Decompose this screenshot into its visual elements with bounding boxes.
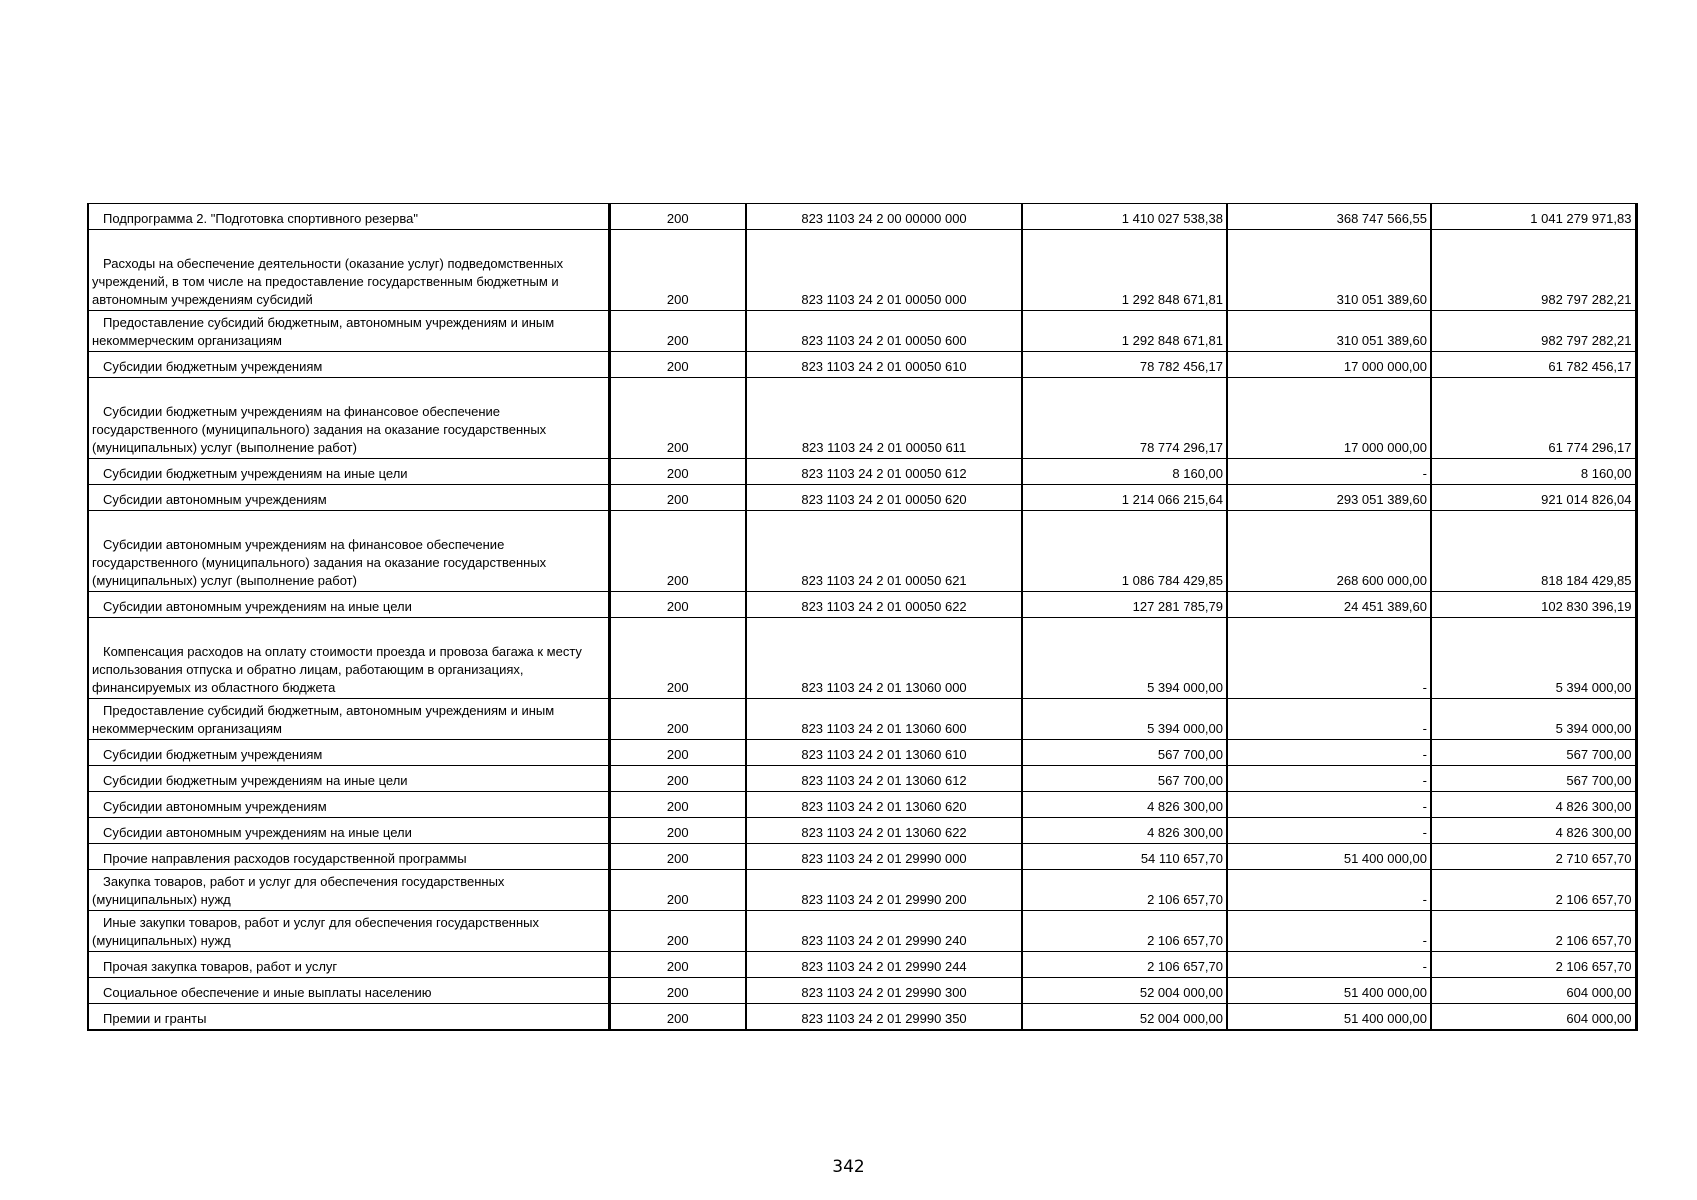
row-unexecuted: 2 106 657,70 <box>1431 911 1636 952</box>
table-row <box>88 844 1636 870</box>
row-code: 200 <box>609 699 746 740</box>
row-approved: 52 004 000,00 <box>1022 1004 1227 1030</box>
row-code: 200 <box>609 511 746 592</box>
table-row <box>88 699 1636 740</box>
row-executed: 51 400 000,00 <box>1227 844 1431 870</box>
row-code: 200 <box>609 459 746 485</box>
row-code: 200 <box>609 352 746 378</box>
row-unexecuted: 604 000,00 <box>1431 1004 1636 1030</box>
row-code: 200 <box>609 592 746 618</box>
table-row <box>88 1004 1636 1030</box>
row-executed: - <box>1227 740 1431 766</box>
row-approved: 1 292 848 671,81 <box>1022 230 1227 311</box>
row-name <box>88 485 609 511</box>
row-unexecuted: 61 782 456,17 <box>1431 352 1636 378</box>
row-name <box>88 618 609 699</box>
row-approved: 4 826 300,00 <box>1022 818 1227 844</box>
row-unexecuted: 4 826 300,00 <box>1431 792 1636 818</box>
row-approved: 1 214 066 215,64 <box>1022 485 1227 511</box>
row-classifier: 823 1103 24 2 01 29990 000 <box>746 844 1022 870</box>
row-approved: 567 700,00 <box>1022 766 1227 792</box>
page-number: 342 <box>832 1157 865 1177</box>
row-executed: - <box>1227 952 1431 978</box>
row-code: 200 <box>609 230 746 311</box>
row-name-text: Субсидии автономным учреждениям на финансовое обеспечение государственного (муниципального) задания на оказание государственных (муниципальных) услуг (выполнение работ) <box>92 537 547 588</box>
row-name-text: Субсидии бюджетным учреждениям на иные цели <box>103 466 408 481</box>
row-name-text: Предоставление субсидий бюджетным, автономным учреждениям и иным некоммерческим организациям <box>92 703 555 736</box>
row-classifier: 823 1103 24 2 01 00050 600 <box>746 311 1022 352</box>
row-executed: - <box>1227 818 1431 844</box>
row-classifier: 823 1103 24 2 01 29990 240 <box>746 911 1022 952</box>
row-name <box>88 311 609 352</box>
row-name-text: Расходы на обеспечение деятельности (оказание услуг) подведомственных учреждений, в том числе на предоставление государственным бюджетным и автономным учреждениям субсидий <box>92 256 564 307</box>
row-classifier: 823 1103 24 2 01 13060 620 <box>746 792 1022 818</box>
row-name <box>88 818 609 844</box>
row-classifier: 823 1103 24 2 01 00050 620 <box>746 485 1022 511</box>
row-approved: 78 782 456,17 <box>1022 352 1227 378</box>
row-approved: 1 410 027 538,38 <box>1022 204 1227 230</box>
row-unexecuted: 4 826 300,00 <box>1431 818 1636 844</box>
row-name-text: Субсидии бюджетным учреждениям на финансовое обеспечение государственного (муниципального) задания на оказание государственных (муниципальных) услуг (выполнение работ) <box>92 404 547 455</box>
table-row <box>88 952 1636 978</box>
budget-table <box>87 203 1638 1031</box>
row-approved: 2 106 657,70 <box>1022 870 1227 911</box>
row-approved: 1 086 784 429,85 <box>1022 511 1227 592</box>
row-code: 200 <box>609 740 746 766</box>
row-classifier: 823 1103 24 2 01 13060 610 <box>746 740 1022 766</box>
row-executed: 17 000 000,00 <box>1227 352 1431 378</box>
row-unexecuted: 1 041 279 971,83 <box>1431 204 1636 230</box>
row-name <box>88 978 609 1004</box>
row-executed: - <box>1227 699 1431 740</box>
row-code: 200 <box>609 792 746 818</box>
row-code: 200 <box>609 978 746 1004</box>
table-row <box>88 511 1636 592</box>
row-executed: - <box>1227 459 1431 485</box>
row-executed: 368 747 566,55 <box>1227 204 1431 230</box>
row-name <box>88 230 609 311</box>
row-classifier: 823 1103 24 2 01 29990 200 <box>746 870 1022 911</box>
row-classifier: 823 1103 24 2 01 29990 350 <box>746 1004 1022 1030</box>
table-row <box>88 311 1636 352</box>
row-unexecuted: 567 700,00 <box>1431 766 1636 792</box>
row-name-text: Прочие направления расходов государственной программы <box>103 851 467 866</box>
row-executed: - <box>1227 766 1431 792</box>
row-unexecuted: 982 797 282,21 <box>1431 230 1636 311</box>
row-name-text: Закупка товаров, работ и услуг для обеспечения государственных (муниципальных) нужд <box>92 874 505 907</box>
table-row <box>88 870 1636 911</box>
row-name <box>88 204 609 230</box>
row-name <box>88 870 609 911</box>
row-name-text: Субсидии бюджетным учреждениям <box>103 747 323 762</box>
row-name <box>88 511 609 592</box>
row-unexecuted: 5 394 000,00 <box>1431 618 1636 699</box>
row-unexecuted: 102 830 396,19 <box>1431 592 1636 618</box>
row-executed: - <box>1227 870 1431 911</box>
row-name <box>88 911 609 952</box>
row-classifier: 823 1103 24 2 01 29990 300 <box>746 978 1022 1004</box>
row-name-text: Субсидии автономным учреждениям на иные цели <box>103 825 412 840</box>
row-executed: 24 451 389,60 <box>1227 592 1431 618</box>
row-code: 200 <box>609 952 746 978</box>
row-executed: - <box>1227 792 1431 818</box>
row-code: 200 <box>609 1004 746 1030</box>
row-executed: 310 051 389,60 <box>1227 230 1431 311</box>
row-code: 200 <box>609 618 746 699</box>
row-code: 200 <box>609 485 746 511</box>
table-row <box>88 230 1636 311</box>
row-name-text: Субсидии автономным учреждениям на иные цели <box>103 599 412 614</box>
table-row <box>88 204 1636 230</box>
row-executed: 310 051 389,60 <box>1227 311 1431 352</box>
row-executed: 268 600 000,00 <box>1227 511 1431 592</box>
row-code: 200 <box>609 378 746 459</box>
row-name <box>88 378 609 459</box>
row-name-text: Прочая закупка товаров, работ и услуг <box>103 959 338 974</box>
row-executed: 17 000 000,00 <box>1227 378 1431 459</box>
row-unexecuted: 2 106 657,70 <box>1431 870 1636 911</box>
row-name-text: Компенсация расходов на оплату стоимости проезда и провоза багажа к месту использования отпуска и обратно лицам, работающим в организациях, финансируемых из областного бюджета <box>92 644 582 695</box>
row-name-text: Социальное обеспечение и иные выплаты населению <box>103 985 432 1000</box>
row-approved: 4 826 300,00 <box>1022 792 1227 818</box>
row-name <box>88 952 609 978</box>
row-unexecuted: 818 184 429,85 <box>1431 511 1636 592</box>
row-approved: 2 106 657,70 <box>1022 911 1227 952</box>
table-row <box>88 818 1636 844</box>
table-row <box>88 792 1636 818</box>
row-unexecuted: 2 106 657,70 <box>1431 952 1636 978</box>
table-row <box>88 740 1636 766</box>
row-classifier: 823 1103 24 2 01 00050 612 <box>746 459 1022 485</box>
row-code: 200 <box>609 766 746 792</box>
row-classifier: 823 1103 24 2 01 00050 621 <box>746 511 1022 592</box>
row-name-text: Субсидии автономным учреждениям <box>103 492 327 507</box>
row-approved: 2 106 657,70 <box>1022 952 1227 978</box>
row-unexecuted: 5 394 000,00 <box>1431 699 1636 740</box>
row-approved: 5 394 000,00 <box>1022 699 1227 740</box>
row-code: 200 <box>609 204 746 230</box>
table-row <box>88 618 1636 699</box>
row-name <box>88 792 609 818</box>
row-code: 200 <box>609 844 746 870</box>
row-name-text: Подпрограмма 2. "Подготовка спортивного резерва" <box>103 211 418 226</box>
table-row <box>88 766 1636 792</box>
row-classifier: 823 1103 24 2 01 00050 622 <box>746 592 1022 618</box>
table-row <box>88 352 1636 378</box>
row-unexecuted: 2 710 657,70 <box>1431 844 1636 870</box>
row-classifier: 823 1103 24 2 01 13060 600 <box>746 699 1022 740</box>
row-name-text: Премии и гранты <box>103 1010 207 1026</box>
table-row <box>88 911 1636 952</box>
row-approved: 54 110 657,70 <box>1022 844 1227 870</box>
row-name <box>88 352 609 378</box>
row-approved: 567 700,00 <box>1022 740 1227 766</box>
row-code: 200 <box>609 311 746 352</box>
row-unexecuted: 567 700,00 <box>1431 740 1636 766</box>
row-classifier: 823 1103 24 2 01 29990 244 <box>746 952 1022 978</box>
row-name-text: Субсидии бюджетным учреждениям на иные цели <box>103 773 408 788</box>
row-name-text: Субсидии бюджетным учреждениям <box>103 359 323 374</box>
table-row <box>88 378 1636 459</box>
row-name <box>88 766 609 792</box>
row-classifier: 823 1103 24 2 01 00050 610 <box>746 352 1022 378</box>
table-row <box>88 592 1636 618</box>
row-name <box>88 1004 609 1030</box>
row-unexecuted: 61 774 296,17 <box>1431 378 1636 459</box>
row-executed: 51 400 000,00 <box>1227 978 1431 1004</box>
row-name <box>88 459 609 485</box>
row-approved: 52 004 000,00 <box>1022 978 1227 1004</box>
row-code: 200 <box>609 911 746 952</box>
row-code: 200 <box>609 818 746 844</box>
row-name-text: Субсидии автономным учреждениям <box>103 799 327 814</box>
row-name <box>88 592 609 618</box>
row-name-text: Предоставление субсидий бюджетным, автономным учреждениям и иным некоммерческим организациям <box>92 315 555 348</box>
row-classifier: 823 1103 24 2 01 00050 611 <box>746 378 1022 459</box>
row-name <box>88 844 609 870</box>
row-name-text: Иные закупки товаров, работ и услуг для обеспечения государственных (муниципальных) нужд <box>92 915 539 948</box>
row-approved: 8 160,00 <box>1022 459 1227 485</box>
row-unexecuted: 8 160,00 <box>1431 459 1636 485</box>
row-classifier: 823 1103 24 2 00 00000 000 <box>746 204 1022 230</box>
row-unexecuted: 982 797 282,21 <box>1431 311 1636 352</box>
row-executed: - <box>1227 911 1431 952</box>
row-code: 200 <box>609 870 746 911</box>
row-approved: 127 281 785,79 <box>1022 592 1227 618</box>
row-classifier: 823 1103 24 2 01 13060 622 <box>746 818 1022 844</box>
table-row <box>88 485 1636 511</box>
row-classifier: 823 1103 24 2 01 13060 000 <box>746 618 1022 699</box>
row-approved: 1 292 848 671,81 <box>1022 311 1227 352</box>
row-approved: 78 774 296,17 <box>1022 378 1227 459</box>
row-unexecuted: 604 000,00 <box>1431 978 1636 1004</box>
row-executed: 293 051 389,60 <box>1227 485 1431 511</box>
row-name <box>88 699 609 740</box>
row-executed: 51 400 000,00 <box>1227 1004 1431 1030</box>
row-executed: - <box>1227 618 1431 699</box>
budget-table-body <box>88 204 1636 1030</box>
row-classifier: 823 1103 24 2 01 00050 000 <box>746 230 1022 311</box>
table-row <box>88 459 1636 485</box>
row-unexecuted: 921 014 826,04 <box>1431 485 1636 511</box>
row-approved: 5 394 000,00 <box>1022 618 1227 699</box>
row-name <box>88 740 609 766</box>
table-row <box>88 978 1636 1004</box>
row-classifier: 823 1103 24 2 01 13060 612 <box>746 766 1022 792</box>
